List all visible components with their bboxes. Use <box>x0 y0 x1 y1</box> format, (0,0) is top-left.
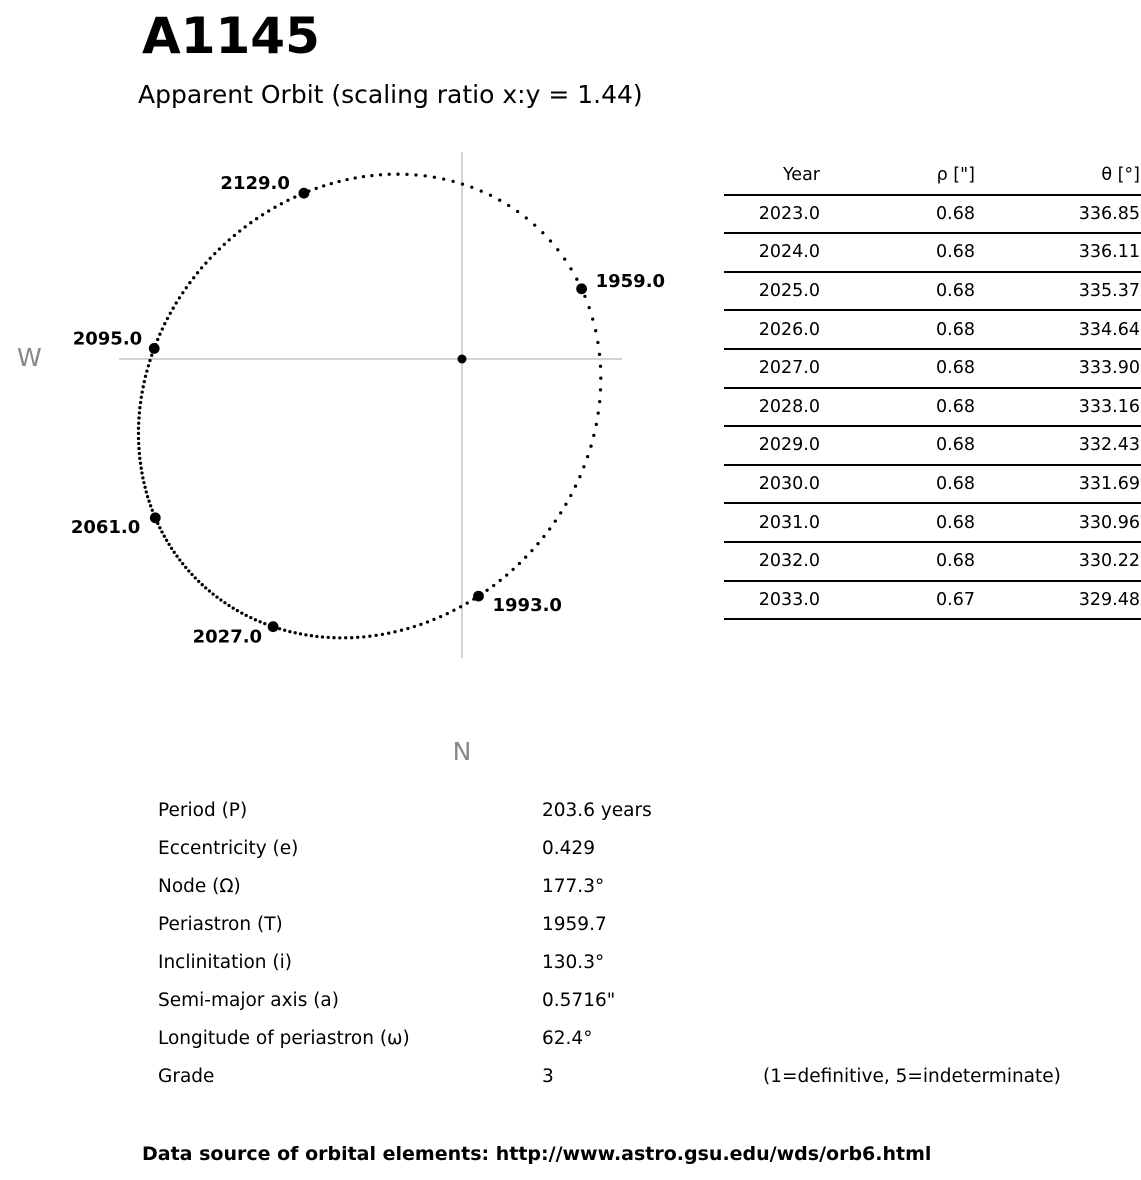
orbit-dot <box>536 542 539 545</box>
element-value-periastron: 1959.7 <box>542 914 607 935</box>
ephemeris-cell-theta: 330.96 <box>983 503 1141 542</box>
ephemeris-cell-year: 2029.0 <box>724 426 828 465</box>
orbit-dot <box>588 306 591 309</box>
orbit-dot <box>215 595 218 598</box>
orbit-dot <box>160 530 163 533</box>
orbit-track-dots <box>137 173 603 640</box>
west-compass-label: W <box>17 343 42 372</box>
orbit-dot <box>406 627 409 630</box>
orbit-dot <box>598 353 601 356</box>
primary-star-marker <box>458 355 467 364</box>
orbit-dot <box>569 267 572 270</box>
orbit-dot <box>330 182 333 185</box>
orbit-dot <box>156 338 159 341</box>
orbit-dot <box>592 434 595 437</box>
element-label-inclination: Inclinitation (i) <box>158 952 292 973</box>
orbit-dot <box>263 622 266 625</box>
orbit-dot <box>138 406 141 409</box>
orbit-dot <box>414 173 417 176</box>
element-label-eccentricity: Eccentricity (e) <box>158 838 299 859</box>
epoch-dot <box>268 621 279 632</box>
ephemeris-cell-rho: 0.68 <box>828 195 983 234</box>
orbit-dot <box>146 495 149 498</box>
orbit-dot <box>489 194 492 197</box>
orbit-dot <box>139 462 142 465</box>
orbit-dot <box>459 605 462 608</box>
orbit-dot <box>151 509 154 512</box>
element-value-inclination: 130.3° <box>542 952 605 973</box>
orbit-dot <box>138 411 141 414</box>
ephemeris-row <box>724 310 1141 349</box>
orbit-dot <box>184 566 187 569</box>
orbit-dot <box>139 401 142 404</box>
orbit-dot <box>564 503 567 506</box>
orbit-dot <box>187 569 190 572</box>
orbit-dot <box>554 519 557 522</box>
ephemeris-cell-year: 2032.0 <box>724 542 828 581</box>
orbit-dot <box>192 276 195 279</box>
orbit-dot <box>505 573 508 576</box>
ephemeris-cell-theta: 330.22 <box>983 542 1141 581</box>
orbit-dot <box>288 630 291 633</box>
orbit-dot <box>169 312 172 315</box>
epoch-year-label: 2095.0 <box>72 328 143 350</box>
orbit-dot <box>255 217 258 220</box>
orbit-dot <box>542 535 545 538</box>
orbit-dot <box>137 427 140 430</box>
orbit-dot <box>563 257 566 260</box>
orbit-dot <box>219 598 222 601</box>
element-label-period: Period (P) <box>158 800 248 821</box>
element-value-longitude-of-periastron: 62.4° <box>542 1028 593 1049</box>
element-label-longitude-of-periastron: Longitude of periastron (ω) <box>158 1028 410 1049</box>
orbit-dot <box>405 173 408 176</box>
ephemeris-cell-rho: 0.68 <box>828 349 983 388</box>
orbit-dot <box>419 623 422 626</box>
epoch-year-label: 2027.0 <box>192 626 263 648</box>
orbit-dot <box>209 257 212 260</box>
orbit-dot <box>516 210 519 213</box>
orbit-dot <box>327 636 330 639</box>
orbit-dot <box>356 636 359 639</box>
orbit-dot <box>599 377 602 380</box>
orbit-dot <box>499 579 502 582</box>
orbit-dot <box>211 592 214 595</box>
epoch-year-label: 2061.0 <box>70 516 141 538</box>
orbit-dot <box>161 327 164 330</box>
orbit-dot <box>338 636 341 639</box>
orbit-dot <box>172 307 175 310</box>
orbit-dot <box>142 481 145 484</box>
ephemeris-cell-rho: 0.68 <box>828 542 983 581</box>
orbit-dot <box>413 625 416 628</box>
orbit-dot <box>439 615 442 618</box>
element-row-longitude-of-periastron <box>158 1020 1108 1058</box>
orbit-dot <box>599 388 602 391</box>
orbit-dot <box>498 199 501 202</box>
ephemeris-row <box>724 195 1141 234</box>
orbit-dot <box>232 606 235 609</box>
orbit-dot <box>137 442 140 445</box>
ephemeris-cell-theta: 336.85 <box>983 195 1141 234</box>
orbit-dot <box>145 490 148 493</box>
orbit-dot <box>530 549 533 552</box>
orbit-dot <box>452 609 455 612</box>
orbit-dot <box>175 555 178 558</box>
ephemeris-cell-theta: 333.16 <box>983 388 1141 427</box>
orbit-dot <box>350 636 353 639</box>
orbit-dot <box>147 364 150 367</box>
orbit-dot <box>299 632 302 635</box>
orbit-dot <box>258 620 261 623</box>
page-title: A1145 <box>142 7 320 65</box>
orbit-dot <box>204 586 207 589</box>
orbit-dot <box>586 455 589 458</box>
element-value-period: 203.6 years <box>542 800 652 821</box>
orbit-dot <box>337 180 340 183</box>
orbit-dot <box>442 177 445 180</box>
orbit-dot <box>432 618 435 621</box>
orbit-dot <box>321 635 324 638</box>
orbit-dot <box>426 620 429 623</box>
orbit-dot <box>574 485 577 488</box>
orbit-dot <box>181 291 184 294</box>
orbit-dot <box>204 261 207 264</box>
orbit-dot <box>451 180 454 183</box>
orbit-dot <box>354 176 357 179</box>
orbit-dot <box>559 511 562 514</box>
north-compass-label: N <box>452 737 472 766</box>
orbit-dot <box>388 173 391 176</box>
epoch-dot <box>576 283 587 294</box>
element-value-grade: 3 <box>542 1066 554 1087</box>
column-header-rho: ρ ["] <box>828 157 983 195</box>
ephemeris-cell-theta: 331.69 <box>983 465 1141 504</box>
element-row-periastron <box>158 906 1108 944</box>
orbit-dot <box>591 317 594 320</box>
orbit-dot <box>400 629 403 632</box>
orbit-dot <box>556 248 559 251</box>
orbit-dot <box>143 380 146 383</box>
orbit-dot <box>589 445 592 448</box>
orbit-dot <box>185 286 188 289</box>
orbit-dot <box>223 243 226 246</box>
orbit-dot <box>492 584 495 587</box>
orbit-dot <box>140 471 143 474</box>
orbit-dot <box>158 526 161 529</box>
ephemeris-row <box>724 465 1141 504</box>
orbit-dot <box>470 186 473 189</box>
ephemeris-cell-rho: 0.68 <box>828 233 983 272</box>
element-row-inclination <box>158 944 1108 982</box>
epoch-dot <box>150 512 161 523</box>
ephemeris-cell-year: 2026.0 <box>724 310 828 349</box>
orbit-dot <box>461 182 464 185</box>
column-header-theta: θ [°] <box>983 157 1141 195</box>
orbit-dot <box>433 176 436 179</box>
element-row-node <box>158 868 1108 906</box>
ephemeris-row <box>724 581 1141 620</box>
orbit-dot <box>525 216 528 219</box>
orbit-dot <box>381 633 384 636</box>
orbit-dot <box>541 231 544 234</box>
element-label-node: Node (Ω) <box>158 876 241 897</box>
orbit-dot <box>267 209 270 212</box>
orbit-dot <box>143 486 146 489</box>
orbit-dot <box>178 296 181 299</box>
epoch-year-label: 1993.0 <box>492 595 562 617</box>
ephemeris-cell-year: 2024.0 <box>724 233 828 272</box>
orbit-dot <box>278 627 281 630</box>
ephemeris-cell-rho: 0.68 <box>828 272 983 311</box>
orbit-dot <box>138 452 141 455</box>
orbit-dot <box>507 204 510 207</box>
ephemeris-cell-rho: 0.67 <box>828 581 983 620</box>
element-label-grade: Grade <box>158 1066 215 1087</box>
orbit-dot <box>142 385 145 388</box>
orbit-dot <box>141 390 144 393</box>
orbit-dot <box>596 341 599 344</box>
data-source-footer: Data source of orbital elements: http://www.astro.gsu.edu/wds/orb6.html <box>142 1143 932 1165</box>
ephemeris-row <box>724 426 1141 465</box>
orbit-dot <box>254 618 257 621</box>
orbit-dot <box>249 616 252 619</box>
orbit-dot <box>141 476 144 479</box>
orbit-dot <box>322 184 325 187</box>
ephemeris-cell-year: 2028.0 <box>724 388 828 427</box>
orbit-dot <box>197 580 200 583</box>
orbit-dot <box>137 447 140 450</box>
orbit-dot <box>144 375 147 378</box>
orbit-dot <box>583 295 586 298</box>
epoch-dot <box>149 343 160 354</box>
orbit-dot <box>190 573 193 576</box>
ephemeris-cell-rho: 0.68 <box>828 465 983 504</box>
orbit-dot <box>137 437 140 440</box>
epoch-dot <box>473 591 484 602</box>
orbit-dot <box>582 465 585 468</box>
ephemeris-cell-theta: 334.64 <box>983 310 1141 349</box>
orbit-dot <box>511 568 514 571</box>
orbit-dot <box>293 195 296 198</box>
orbit-dot <box>218 247 221 250</box>
orbit-dot <box>201 583 204 586</box>
orbit-dot <box>240 611 243 614</box>
orbit-dot <box>175 301 178 304</box>
element-value-semi-major-axis: 0.5716" <box>542 990 616 1011</box>
orbit-dot <box>145 369 148 372</box>
orbit-dot <box>518 562 521 565</box>
orbital-elements-list <box>158 792 1108 1096</box>
ephemeris-cell-year: 2033.0 <box>724 581 828 620</box>
ephemeris-cell-year: 2025.0 <box>724 272 828 311</box>
orbit-dot <box>213 252 216 255</box>
element-row-grade <box>158 1058 1108 1096</box>
ephemeris-cell-year: 2031.0 <box>724 503 828 542</box>
orbit-dot <box>249 221 252 224</box>
orbit-dot <box>208 589 211 592</box>
orbit-dot <box>315 635 318 638</box>
orbit-dot <box>236 609 239 612</box>
orbit-dot <box>223 601 226 604</box>
orbit-dot <box>286 199 289 202</box>
element-row-eccentricity <box>158 830 1108 868</box>
orbit-dot <box>332 636 335 639</box>
orbit-dot <box>200 266 203 269</box>
orbit-dot <box>280 202 283 205</box>
orbit-dot <box>283 629 286 632</box>
orbit-dot <box>233 234 236 237</box>
ephemeris-cell-rho: 0.68 <box>828 310 983 349</box>
orbit-dot <box>533 223 536 226</box>
orbit-dot <box>196 271 199 274</box>
epoch-markers <box>71 173 665 648</box>
orbit-dot <box>147 500 150 503</box>
orbit-dot <box>424 174 427 177</box>
ephemeris-cell-rho: 0.68 <box>828 388 983 427</box>
orbit-dot <box>524 556 527 559</box>
orbit-dot <box>595 423 598 426</box>
orbit-dot <box>165 539 168 542</box>
orbit-dot <box>370 174 373 177</box>
ephemeris-cell-theta: 332.43 <box>983 426 1141 465</box>
orbit-dot <box>597 411 600 414</box>
orbit-dot <box>150 354 153 357</box>
orbit-dot <box>137 416 140 419</box>
orbit-dot <box>446 612 449 615</box>
element-row-semi-major-axis <box>158 982 1108 1020</box>
orbit-dot <box>194 576 197 579</box>
orbit-dot <box>158 333 161 336</box>
ephemeris-table-container <box>724 157 1140 620</box>
epoch-year-label: 2129.0 <box>220 173 290 195</box>
orbit-dot <box>137 432 140 435</box>
orbit-dot <box>598 400 601 403</box>
orbit-dot <box>362 635 365 638</box>
ephemeris-row <box>724 503 1141 542</box>
orbit-dot <box>140 396 143 399</box>
element-value-node: 177.3° <box>542 876 605 897</box>
orbit-dot <box>304 633 307 636</box>
orbit-dot <box>227 604 230 607</box>
orbit-dot <box>167 543 170 546</box>
element-label-semi-major-axis: Semi-major axis (a) <box>158 990 339 1011</box>
ephemeris-cell-rho: 0.68 <box>828 426 983 465</box>
orbit-dot <box>273 206 276 209</box>
orbit-dot <box>181 562 184 565</box>
ephemeris-cell-theta: 335.37 <box>983 272 1141 311</box>
ephemeris-cell-theta: 336.11 <box>983 233 1141 272</box>
element-note-grade: (1=definitive, 5=indeterminate) <box>763 1066 1061 1087</box>
orbit-dot <box>149 504 152 507</box>
figure-subtitle: Apparent Orbit (scaling ratio x:y = 1.44) <box>138 80 643 109</box>
orbit-dot <box>396 173 399 176</box>
ephemeris-cell-theta: 329.48 <box>983 581 1141 620</box>
orbit-dot <box>138 457 141 460</box>
ephemeris-row <box>724 233 1141 272</box>
orbit-dot <box>345 178 348 181</box>
ephemeris-cell-year: 2027.0 <box>724 349 828 388</box>
orbit-dot <box>170 547 173 550</box>
orbit-dot <box>261 213 264 216</box>
orbit-dot <box>173 551 176 554</box>
orbit-dot <box>569 494 572 497</box>
orbit-dot <box>379 173 382 176</box>
ephemeris-table <box>724 157 1141 620</box>
orbit-dot <box>166 317 169 320</box>
orbit-dot <box>374 634 377 637</box>
orbit-dot <box>344 636 347 639</box>
orbit-dot <box>245 614 248 617</box>
orbit-dot <box>310 634 313 637</box>
orbit-dot <box>393 630 396 633</box>
orbit-dot <box>368 635 371 638</box>
ephemeris-cell-year: 2030.0 <box>724 465 828 504</box>
ephemeris-row <box>724 272 1141 311</box>
orbit-dot <box>480 189 483 192</box>
element-value-eccentricity: 0.429 <box>542 838 595 859</box>
ephemeris-row <box>724 542 1141 581</box>
orbit-dot <box>466 601 469 604</box>
orbit-dot <box>140 467 143 470</box>
orbit-dot <box>178 558 181 561</box>
ephemeris-header-row <box>724 157 1141 195</box>
orbit-dot <box>148 359 151 362</box>
orbit-dot <box>594 329 597 332</box>
orbit-dot <box>163 535 166 538</box>
orbit-dot <box>315 187 318 190</box>
orbit-dot <box>549 239 552 242</box>
ephemeris-cell-year: 2023.0 <box>724 195 828 234</box>
epoch-dot <box>299 188 310 199</box>
orbit-dot <box>294 631 297 634</box>
epoch-year-label: 1959.0 <box>595 270 666 292</box>
orbit-dot <box>599 365 602 368</box>
ephemeris-row <box>724 349 1141 388</box>
orbit-dot <box>387 632 390 635</box>
orbit-dot <box>238 229 241 232</box>
orbit-dot <box>228 238 231 241</box>
orbit-dot <box>548 527 551 530</box>
orbit-dot <box>137 422 140 425</box>
element-label-periastron: Periastron (T) <box>158 914 283 935</box>
orbit-dot <box>485 589 488 592</box>
orbit-dot <box>188 281 191 284</box>
ephemeris-row <box>724 388 1141 427</box>
orbit-dot <box>578 475 581 478</box>
element-row-period <box>158 792 1108 830</box>
orbit-dot <box>362 175 365 178</box>
orbit-dot <box>244 225 247 228</box>
ephemeris-cell-rho: 0.68 <box>828 503 983 542</box>
ephemeris-cell-theta: 333.90 <box>983 349 1141 388</box>
orbit-dot <box>575 278 578 281</box>
orbit-dot <box>163 322 166 325</box>
column-header-year: Year <box>724 157 828 195</box>
